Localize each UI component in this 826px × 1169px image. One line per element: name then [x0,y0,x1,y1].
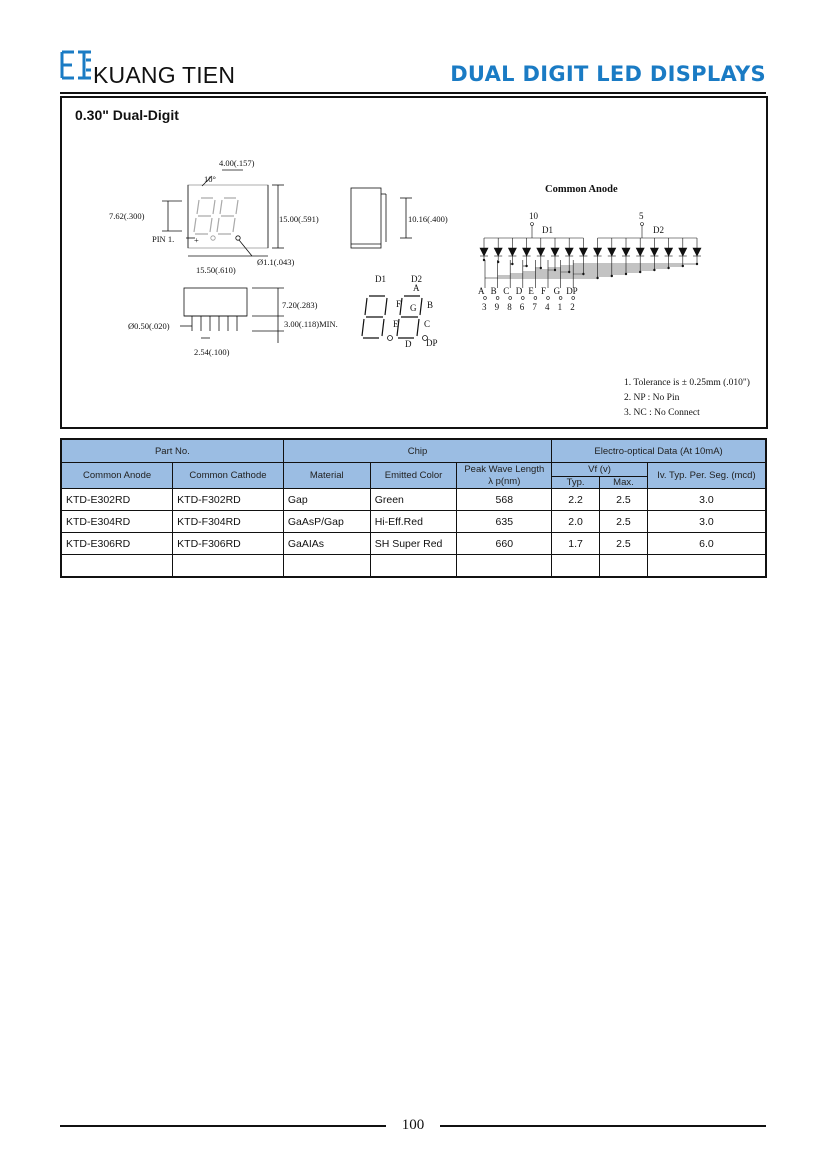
bottom-view [180,288,284,343]
header-vf-max: Max. [600,477,648,489]
diode-symbol [693,248,701,256]
anode-pin-d2: 5 [639,211,644,221]
header-part-no: Part No. [61,439,283,463]
seg-d: D [405,339,412,349]
diode-symbol [679,248,687,256]
schematic-pin-number: 2 [570,302,575,312]
seg-a: A [413,283,420,293]
schematic-segment-label: DP [566,286,578,296]
pin-tap [496,297,499,300]
cell-anode: KTD-E304RD [61,511,173,533]
notes [624,376,750,421]
cell-vf-typ: 2.2 [552,489,600,511]
schematic-pin-number: 9 [494,302,500,312]
schematic-pin-number: 8 [507,302,512,312]
junction-dot [654,269,656,271]
dim-width-bottom: 15.50(.610) [196,265,236,275]
dim-height-left: 7.62(.300) [109,211,145,221]
cell-vf-typ: 2.0 [552,511,600,533]
seg-c: C [424,319,431,329]
footer-rule-right [440,1125,766,1127]
schematic-segment-label: F [541,286,547,296]
schematic-segment-label: B [490,286,497,296]
junction-dot [668,267,670,269]
cell-iv: 3.0 [647,511,766,533]
seg-e: E [393,319,399,329]
schematic-pin-number: 1 [557,302,563,312]
cell-material: Gap [283,489,370,511]
cell-peak: 568 [457,489,552,511]
spec-table [60,438,767,578]
diode-symbol [636,248,644,256]
dim-height-right: 15.00(.591) [279,214,319,224]
schematic-pin-number: 3 [482,302,487,312]
cell-color: Green [370,489,457,511]
cell-vf-max: 2.5 [600,533,648,555]
section-title: 0.30" Dual-Digit [75,107,179,123]
diode-symbol [579,248,587,256]
junction-dot [696,263,698,265]
header-chip: Chip [283,439,551,463]
cell-cathode: KTD-F306RD [173,533,284,555]
junction-dot [540,267,542,269]
cell-anode: KTD-E306RD [61,533,173,555]
diode-symbol [650,248,658,256]
pin-tap [572,297,575,300]
schematic-d1: D1 [542,225,553,235]
diode-symbol [565,248,573,256]
schematic-segment-label: G [553,286,561,296]
cell-cathode: KTD-F304RD [173,511,284,533]
note-tolerance: 1. Tolerance is ± 0.25mm (.010") [624,378,750,388]
dim-pin-length: 3.00(.118)MIN. [284,319,338,329]
table-row [61,533,766,555]
header-common-cathode: Common Cathode [173,463,284,489]
cell-iv: 3.0 [647,489,766,511]
diode-symbol [665,248,673,256]
dim-width-top: 4.00(.157) [219,158,255,168]
pin-tap [484,297,487,300]
junction-dot [639,271,641,273]
cell-color: SH Super Red [370,533,457,555]
pin1-plus: + [194,235,199,245]
cell-material: GaAIAs [283,533,370,555]
header-vf: Vf (v) [552,463,648,477]
header-divider [60,92,766,94]
schematic-segment-label: C [503,286,510,296]
table-row [61,489,766,511]
header-emitted-color: Emitted Color [370,463,457,489]
kuang-tien-logo-mark [60,48,94,82]
brand-name: KUANG TIEN [93,62,236,88]
header-peak-wave-line1: Peak Wave Length [464,463,545,475]
header-peak-wave [457,463,552,489]
header-common-anode: Common Anode [61,463,173,489]
schematic-segment-label: D [515,286,523,296]
schematic-pin-number: 4 [545,302,550,312]
note-nc: 3. NC : No Connect [624,408,700,418]
schematic-pin-number: 6 [519,302,525,312]
page-number: 100 [401,1117,425,1133]
schematic-title: Common Anode [545,184,618,195]
anode-pin-d1: 10 [529,211,538,221]
cell-vf-max: 2.5 [600,489,648,511]
dim-dp-hole: Ø1.1(.043) [257,257,295,267]
company-logo [60,48,290,90]
diode-symbol [622,248,630,256]
schematic-d2: D2 [653,225,664,235]
dim-pitch: 2.54(.100) [194,347,230,357]
cell-vf-typ: 1.7 [552,533,600,555]
junction-dot [483,259,485,261]
note-np: 2. NP : No Pin [624,393,680,403]
header-iv: Iv. Typ. Per. Seg. (mcd) [647,463,766,489]
diode-symbol [594,248,602,256]
document-title: DUAL DIGIT LED DISPLAYS [450,62,766,86]
seg-b: B [427,300,434,310]
drawing-panel [60,96,768,429]
dim-depth: 10.16(.400) [408,214,448,224]
dim-angle: 10° [204,174,216,184]
cell-cathode: KTD-F302RD [173,489,284,511]
pin-tap [547,297,550,300]
pin-tap [534,297,537,300]
schematic-segment-label: A [478,286,485,296]
header-peak-wave-line2: λ p(nm) [488,475,521,487]
cell-vf-max: 2.5 [600,511,648,533]
diode-symbol [608,248,616,256]
diode-symbol [494,248,502,256]
diode-symbol [537,248,545,256]
cell-anode: KTD-E302RD [61,489,173,511]
cell-peak: 660 [457,533,552,555]
pin1-label: PIN 1. [152,234,175,244]
schematic-circuit [480,223,701,300]
seg-digit2: D2 [411,274,422,284]
pin-tap [559,297,562,300]
seg-digit1: D1 [375,274,386,284]
diode-symbol [551,248,559,256]
junction-dot [512,263,514,265]
cell-material: GaAsP/Gap [283,511,370,533]
diode-symbol [523,248,531,256]
pin-tap [509,297,512,300]
front-view [162,170,284,256]
cell-peak: 635 [457,511,552,533]
junction-dot [526,265,528,267]
schematic-pin-number: 7 [532,302,537,312]
junction-dot [597,277,599,279]
table-row [61,511,766,533]
seg-dp: DP [426,338,438,348]
header-vf-typ: Typ. [552,477,600,489]
header-material: Material [283,463,370,489]
cell-iv: 6.0 [647,533,766,555]
pin-tap [521,297,524,300]
diode-symbol [480,248,488,256]
dim-pin-diameter: Ø0.50(.020) [128,321,170,331]
seg-g: G [410,303,417,313]
junction-dot [682,265,684,267]
diode-symbol [508,248,516,256]
schematic-segment-label: E [528,286,534,296]
seg-f: F [396,299,402,309]
schematic-pin-labels [478,286,578,312]
footer-rule-left [60,1125,386,1127]
junction-dot [625,273,627,275]
table-row-empty [61,555,766,578]
dim-height: 7.20(.283) [282,300,318,310]
cell-color: Hi-Eff.Red [370,511,457,533]
header-eo: Electro-optical Data (At 10mA) [552,439,766,463]
junction-dot [611,275,613,277]
side-view [351,188,412,248]
